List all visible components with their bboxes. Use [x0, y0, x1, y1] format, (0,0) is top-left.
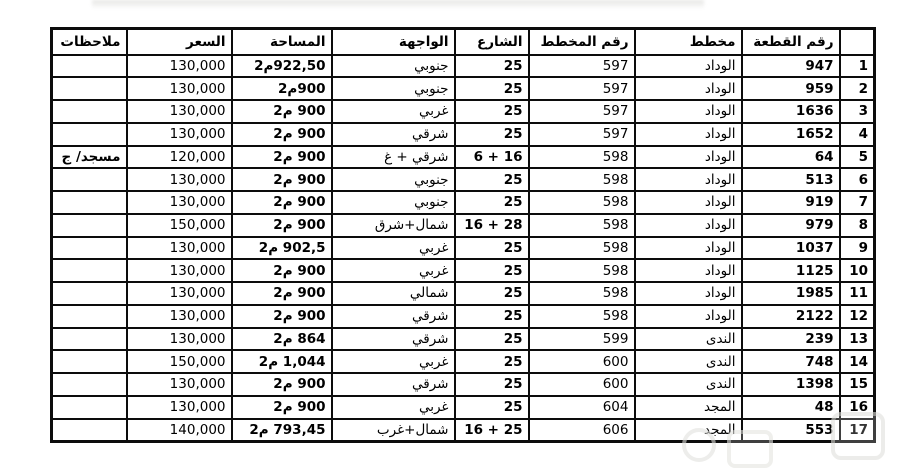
- cell-plot-no: 48: [742, 396, 840, 419]
- cell-street: 25: [455, 77, 529, 100]
- cell-row-number: 1: [840, 55, 875, 78]
- cell-price: 130,000: [127, 191, 232, 214]
- table-row: [52, 100, 875, 123]
- cell-plan-no: 598: [529, 168, 635, 191]
- plots-listing-table: [50, 27, 876, 443]
- cell-row-number: 15: [840, 373, 875, 396]
- cell-street: 25: [455, 259, 529, 282]
- cell-plot-no: 1125: [742, 259, 840, 282]
- cell-price: 120,000: [127, 146, 232, 169]
- cell-street: 25: [455, 396, 529, 419]
- cell-street: 25: [455, 168, 529, 191]
- cell-facade: غربي: [332, 100, 455, 123]
- cell-plot-no: 1985: [742, 282, 840, 305]
- cell-price: 150,000: [127, 214, 232, 237]
- cell-plan-no: 598: [529, 259, 635, 282]
- cell-facade: غربي: [332, 259, 455, 282]
- cell-facade: جنوبي: [332, 55, 455, 78]
- cell-price: 130,000: [127, 282, 232, 305]
- cell-plan-no: 598: [529, 237, 635, 260]
- cell-area: 900 م2: [232, 168, 332, 191]
- table-row: [52, 237, 875, 260]
- cell-notes: [52, 100, 127, 123]
- column-header-notes: ملاحظات: [52, 29, 127, 55]
- table-row: [52, 396, 875, 419]
- cell-price: 130,000: [127, 305, 232, 328]
- cell-area: 900 م2: [232, 214, 332, 237]
- cell-street: 25: [455, 100, 529, 123]
- cell-plan-name: الوداد: [635, 123, 742, 146]
- cell-notes: [52, 123, 127, 146]
- cell-area: 900 م2: [232, 305, 332, 328]
- cell-price: 150,000: [127, 350, 232, 373]
- table-row: [52, 191, 875, 214]
- cell-notes: [52, 419, 127, 442]
- cell-price: 130,000: [127, 328, 232, 351]
- cell-row-number: 4: [840, 123, 875, 146]
- cell-area: 900 م2: [232, 373, 332, 396]
- cell-area: 900 م2: [232, 123, 332, 146]
- cell-plot-no: 1652: [742, 123, 840, 146]
- table-row: [52, 305, 875, 328]
- cell-area: 900 م2: [232, 396, 332, 419]
- cell-row-number: 10: [840, 259, 875, 282]
- cell-plan-no: 597: [529, 123, 635, 146]
- cell-plan-no: 598: [529, 146, 635, 169]
- cell-plan-name: الوداد: [635, 214, 742, 237]
- table-body: [52, 55, 875, 442]
- cell-facade: غربي: [332, 350, 455, 373]
- cell-price: 130,000: [127, 396, 232, 419]
- cell-facade: شرقي: [332, 328, 455, 351]
- cell-plan-name: الوداد: [635, 259, 742, 282]
- cell-notes: [52, 259, 127, 282]
- header-row: [52, 29, 875, 55]
- cell-row-number: 8: [840, 214, 875, 237]
- cell-area: 900 م2: [232, 191, 332, 214]
- cell-plan-name: الوداد: [635, 237, 742, 260]
- cell-price: 130,000: [127, 237, 232, 260]
- cell-plot-no: 553: [742, 419, 840, 442]
- cell-row-number: 3: [840, 100, 875, 123]
- cell-row-number: 6: [840, 168, 875, 191]
- column-header-plan-no: رقم المخطط: [529, 29, 635, 55]
- cell-price: 130,000: [127, 100, 232, 123]
- cell-facade: جنوبي: [332, 191, 455, 214]
- cell-plan-no: 597: [529, 55, 635, 78]
- column-header-area: المساحة: [232, 29, 332, 55]
- cell-plan-name: الندى: [635, 328, 742, 351]
- cell-plan-name: الوداد: [635, 168, 742, 191]
- cell-plot-no: 1037: [742, 237, 840, 260]
- cell-row-number: 13: [840, 328, 875, 351]
- cell-notes: [52, 191, 127, 214]
- cell-street: 25: [455, 350, 529, 373]
- cell-facade: غربي: [332, 396, 455, 419]
- cell-plan-no: 598: [529, 305, 635, 328]
- column-header-street: الشارع: [455, 29, 529, 55]
- column-header-plot-no: رقم القطعة: [742, 29, 840, 55]
- table-row: [52, 168, 875, 191]
- cell-facade: شرقي: [332, 305, 455, 328]
- cell-price: 130,000: [127, 123, 232, 146]
- cell-row-number: 11: [840, 282, 875, 305]
- cell-plot-no: 748: [742, 350, 840, 373]
- cell-area: 922,50م2: [232, 55, 332, 78]
- cell-facade: شمال+غرب: [332, 419, 455, 442]
- cell-plan-name: الوداد: [635, 55, 742, 78]
- table-row: [52, 419, 875, 442]
- cell-street: 25: [455, 282, 529, 305]
- cell-notes: [52, 373, 127, 396]
- cell-notes: [52, 328, 127, 351]
- cell-street: 25: [455, 373, 529, 396]
- cell-row-number: 7: [840, 191, 875, 214]
- cell-plan-name: المجد: [635, 396, 742, 419]
- cell-facade: شرقي: [332, 123, 455, 146]
- cell-price: 130,000: [127, 77, 232, 100]
- cell-facade: شمال+شرق: [332, 214, 455, 237]
- table-row: [52, 55, 875, 78]
- cell-notes: [52, 237, 127, 260]
- cell-plan-name: الوداد: [635, 146, 742, 169]
- cell-street: 25: [455, 191, 529, 214]
- table-row: [52, 259, 875, 282]
- cell-facade: غربي: [332, 237, 455, 260]
- cell-notes: [52, 168, 127, 191]
- cell-street: 25: [455, 305, 529, 328]
- cell-price: 140,000: [127, 419, 232, 442]
- cell-plot-no: 979: [742, 214, 840, 237]
- top-scan-smudge: [92, 0, 704, 9]
- cell-row-number: 17: [840, 419, 875, 442]
- cell-area: 900 م2: [232, 282, 332, 305]
- cell-plan-name: الوداد: [635, 100, 742, 123]
- cell-street: 25: [455, 123, 529, 146]
- cell-street: 25: [455, 328, 529, 351]
- cell-notes: مسجد/ ج: [52, 146, 127, 169]
- cell-area: 900 م2: [232, 259, 332, 282]
- cell-plan-no: 600: [529, 350, 635, 373]
- table-row: [52, 146, 875, 169]
- cell-notes: [52, 55, 127, 78]
- cell-plan-no: 604: [529, 396, 635, 419]
- cell-facade: جنوبي: [332, 77, 455, 100]
- table-row: [52, 373, 875, 396]
- cell-facade: جنوبي: [332, 168, 455, 191]
- cell-plan-name: المجد: [635, 419, 742, 442]
- cell-plan-no: 598: [529, 214, 635, 237]
- table-row: [52, 214, 875, 237]
- cell-plan-no: 597: [529, 100, 635, 123]
- cell-row-number: 16: [840, 396, 875, 419]
- cell-notes: [52, 350, 127, 373]
- cell-area: 864 م2: [232, 328, 332, 351]
- cell-plan-name: الوداد: [635, 305, 742, 328]
- cell-plan-name: الوداد: [635, 282, 742, 305]
- cell-notes: [52, 77, 127, 100]
- cell-plot-no: 947: [742, 55, 840, 78]
- cell-row-number: 5: [840, 146, 875, 169]
- cell-area: 1,044 م2: [232, 350, 332, 373]
- cell-plot-no: 2122: [742, 305, 840, 328]
- table-row: [52, 328, 875, 351]
- table-row: [52, 123, 875, 146]
- cell-plot-no: 513: [742, 168, 840, 191]
- cell-area: 793,45 م2: [232, 419, 332, 442]
- table-row: [52, 282, 875, 305]
- cell-price: 130,000: [127, 259, 232, 282]
- table-header: [52, 29, 875, 55]
- cell-street: 25: [455, 237, 529, 260]
- column-header-facade: الواجهة: [332, 29, 455, 55]
- cell-street: 16 + 6: [455, 146, 529, 169]
- cell-plan-name: الندى: [635, 373, 742, 396]
- cell-plan-name: الوداد: [635, 191, 742, 214]
- cell-facade: شرقي + غ: [332, 146, 455, 169]
- cell-plot-no: 1636: [742, 100, 840, 123]
- cell-plan-no: 598: [529, 191, 635, 214]
- cell-plot-no: 959: [742, 77, 840, 100]
- cell-area: 900 م2: [232, 100, 332, 123]
- cell-notes: [52, 282, 127, 305]
- cell-plot-no: 64: [742, 146, 840, 169]
- cell-plan-no: 597: [529, 77, 635, 100]
- cell-notes: [52, 214, 127, 237]
- cell-area: 900 م2: [232, 146, 332, 169]
- cell-facade: شرقي: [332, 373, 455, 396]
- cell-facade: شمالي: [332, 282, 455, 305]
- cell-notes: [52, 396, 127, 419]
- cell-street: 25: [455, 55, 529, 78]
- cell-area: 902,5 م2: [232, 237, 332, 260]
- column-header-plan-name: مخطط: [635, 29, 742, 55]
- cell-row-number: 12: [840, 305, 875, 328]
- cell-plan-no: 606: [529, 419, 635, 442]
- table-row: [52, 77, 875, 100]
- column-header-price: السعر: [127, 29, 232, 55]
- cell-row-number: 9: [840, 237, 875, 260]
- cell-price: 130,000: [127, 55, 232, 78]
- cell-street: 25 + 16: [455, 419, 529, 442]
- cell-price: 130,000: [127, 168, 232, 191]
- cell-row-number: 14: [840, 350, 875, 373]
- table-row: [52, 350, 875, 373]
- cell-plot-no: 919: [742, 191, 840, 214]
- cell-area: 900م2: [232, 77, 332, 100]
- cell-price: 130,000: [127, 373, 232, 396]
- cell-row-number: 2: [840, 77, 875, 100]
- column-header-row-number: [840, 29, 875, 55]
- cell-plan-no: 599: [529, 328, 635, 351]
- cell-plan-name: الندى: [635, 350, 742, 373]
- cell-plot-no: 239: [742, 328, 840, 351]
- cell-street: 28 + 16: [455, 214, 529, 237]
- cell-plan-no: 598: [529, 282, 635, 305]
- cell-plan-name: الوداد: [635, 77, 742, 100]
- cell-notes: [52, 305, 127, 328]
- cell-plot-no: 1398: [742, 373, 840, 396]
- cell-plan-no: 600: [529, 373, 635, 396]
